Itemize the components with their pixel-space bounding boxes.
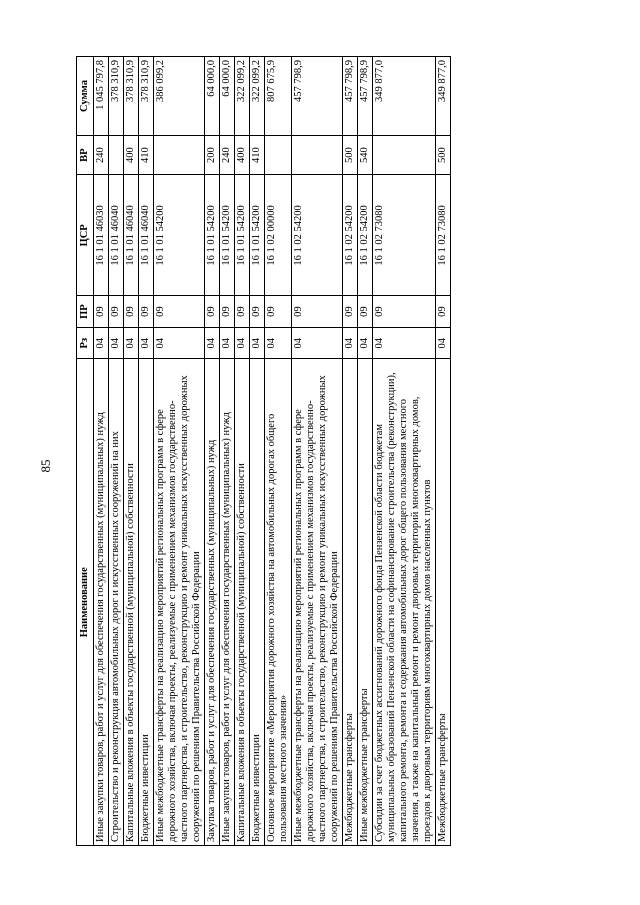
- cell-vr: 410: [250, 135, 265, 174]
- table-row: [292, 57, 343, 846]
- cell-name: Иные межбюджетные трансферты: [358, 359, 373, 846]
- table-row: [373, 57, 436, 846]
- rotated-page: [76, 56, 576, 846]
- table-row: [94, 57, 109, 846]
- cell-pr: 09: [250, 296, 265, 328]
- table-row: [154, 57, 205, 846]
- cell-rz: 04: [250, 327, 265, 359]
- header-sum: Сумма: [77, 57, 94, 136]
- cell-pr: 09: [109, 296, 124, 328]
- table-row: [343, 57, 358, 846]
- cell-pr: 09: [205, 296, 220, 328]
- cell-csr: 16 1 02 54200: [358, 175, 373, 296]
- cell-name: Капитальные вложения в объекты государственной (муниципальной) собственности: [235, 359, 250, 846]
- cell-pr: 09: [436, 296, 451, 328]
- cell-sum: 378 310,9: [109, 57, 124, 136]
- cell-sum: 378 310,9: [139, 57, 154, 136]
- cell-csr: 16 1 02 73080: [436, 175, 451, 296]
- cell-vr: [154, 135, 205, 174]
- table-header-row: [77, 57, 94, 846]
- cell-rz: 04: [154, 327, 205, 359]
- cell-rz: 04: [94, 327, 109, 359]
- cell-rz: 04: [205, 327, 220, 359]
- page-number: 85: [38, 459, 53, 473]
- cell-sum: 349 877,0: [373, 57, 436, 136]
- cell-name: Основное мероприятие «Мероприятия дорожного хозяйства на автомобильных дорогах общего пользования местного значения»: [265, 359, 292, 846]
- cell-rz: 04: [124, 327, 139, 359]
- cell-vr: [373, 135, 436, 174]
- cell-pr: 09: [265, 296, 292, 328]
- cell-name: Субсидии за счет бюджетных ассигнований дорожного фонда Пензенской области бюджетам муниципальных образований Пензенской области на софинансирование строительства (реконструкции), капитального ремонта, ремонта и содержания автомобильных дорог общего пользования местного значения, а также на капитальный ремонт и ремонт дворовых территорий многоквартирных домов, проездов к дворовым территориям многоквартирных домов населенных пунктов: [373, 359, 436, 846]
- cell-csr: 16 1 01 46040: [139, 175, 154, 296]
- cell-sum: 457 798,9: [343, 57, 358, 136]
- cell-csr: 16 1 02 54200: [343, 175, 358, 296]
- cell-vr: 400: [235, 135, 250, 174]
- cell-name: Бюджетные инвестиции: [250, 359, 265, 846]
- cell-pr: 09: [343, 296, 358, 328]
- header-name: Наименование: [77, 359, 94, 846]
- cell-rz: 04: [220, 327, 235, 359]
- cell-vr: 500: [343, 135, 358, 174]
- cell-rz: 04: [265, 327, 292, 359]
- cell-name: Иные межбюджетные трансферты на реализацию мероприятий региональных программ в сфере дорожного хозяйства, включая проекты, реализуемые с применением механизмов государственно-частного партнерства, и строительство, реконструкцию и ремонт уникальных искусственных дорожных сооружений по решениям Правительства Российской Федерации: [292, 359, 343, 846]
- cell-name: Иные межбюджетные трансферты на реализацию мероприятий региональных программ в сфере дорожного хозяйства, включая проекты, реализуемые с применением механизмов государственно-частного партнерства, и строительство, реконструкцию и ремонт уникальных искусственных дорожных сооружений по решениям Правительства Российской Федерации: [154, 359, 205, 846]
- cell-sum: 807 675,9: [265, 57, 292, 136]
- cell-rz: 04: [139, 327, 154, 359]
- cell-csr: 16 1 01 54200: [205, 175, 220, 296]
- cell-name: Бюджетные инвестиции: [139, 359, 154, 846]
- cell-csr: 16 1 01 46040: [124, 175, 139, 296]
- cell-name: Капитальные вложения в объекты государственной (муниципальной) собственности: [124, 359, 139, 846]
- cell-sum: 322 099,2: [235, 57, 250, 136]
- cell-name: Межбюджетные трансферты: [343, 359, 358, 846]
- cell-vr: 240: [94, 135, 109, 174]
- header-vr: ВР: [77, 135, 94, 174]
- cell-pr: 09: [124, 296, 139, 328]
- table-row: [358, 57, 373, 846]
- cell-sum: 64 000,0: [220, 57, 235, 136]
- cell-sum: 1 045 797,8: [94, 57, 109, 136]
- table-row: [265, 57, 292, 846]
- cell-rz: 04: [358, 327, 373, 359]
- table-row: [205, 57, 220, 846]
- budget-table: [76, 56, 451, 846]
- cell-csr: 16 1 01 54200: [154, 175, 205, 296]
- cell-pr: 09: [139, 296, 154, 328]
- cell-sum: 386 099,2: [154, 57, 205, 136]
- cell-csr: 16 1 01 54200: [220, 175, 235, 296]
- cell-pr: 09: [292, 296, 343, 328]
- cell-vr: [292, 135, 343, 174]
- cell-vr: [109, 135, 124, 174]
- cell-csr: 16 1 01 54200: [235, 175, 250, 296]
- cell-pr: 09: [373, 296, 436, 328]
- cell-vr: [265, 135, 292, 174]
- cell-vr: 410: [139, 135, 154, 174]
- cell-csr: 16 1 01 46040: [109, 175, 124, 296]
- table-row: [220, 57, 235, 846]
- table-row: [124, 57, 139, 846]
- cell-sum: 457 798,9: [358, 57, 373, 136]
- cell-rz: 04: [343, 327, 358, 359]
- cell-name: Строительство и реконструкция автомобильных дорог и искусственных сооружений на них: [109, 359, 124, 846]
- cell-rz: 04: [436, 327, 451, 359]
- cell-rz: 04: [109, 327, 124, 359]
- header-rz: Рз: [77, 327, 94, 359]
- table-row: [139, 57, 154, 846]
- cell-pr: 09: [220, 296, 235, 328]
- cell-csr: 16 1 01 46030: [94, 175, 109, 296]
- cell-name: Закупка товаров, работ и услуг для обеспечения государственных (муниципальных) нужд: [205, 359, 220, 846]
- cell-name: Иные закупки товаров, работ и услуг для обеспечения государственных (муниципальных) нужд: [220, 359, 235, 846]
- cell-csr: 16 1 02 00000: [265, 175, 292, 296]
- cell-rz: 04: [292, 327, 343, 359]
- cell-rz: 04: [235, 327, 250, 359]
- cell-sum: 349 877,0: [436, 57, 451, 136]
- cell-rz: 04: [373, 327, 436, 359]
- cell-csr: 16 1 01 54200: [250, 175, 265, 296]
- header-pr: ПР: [77, 296, 94, 328]
- cell-pr: 09: [235, 296, 250, 328]
- cell-name: Межбюджетные трансферты: [436, 359, 451, 846]
- table-row: [250, 57, 265, 846]
- cell-pr: 09: [154, 296, 205, 328]
- cell-vr: 400: [124, 135, 139, 174]
- header-csr: ЦСР: [77, 175, 94, 296]
- cell-sum: 457 798,9: [292, 57, 343, 136]
- cell-pr: 09: [358, 296, 373, 328]
- cell-vr: 200: [205, 135, 220, 174]
- cell-csr: 16 1 02 73080: [373, 175, 436, 296]
- table-row: [109, 57, 124, 846]
- table-row: [235, 57, 250, 846]
- cell-vr: 240: [220, 135, 235, 174]
- cell-pr: 09: [94, 296, 109, 328]
- cell-vr: 540: [358, 135, 373, 174]
- cell-vr: 500: [436, 135, 451, 174]
- cell-sum: 64 000,0: [205, 57, 220, 136]
- cell-name: Иные закупки товаров, работ и услуг для обеспечения государственных (муниципальных) нужд: [94, 359, 109, 846]
- cell-sum: 322 099,2: [250, 57, 265, 136]
- cell-sum: 378 310,9: [124, 57, 139, 136]
- table-row: [436, 57, 451, 846]
- cell-csr: 16 1 02 54200: [292, 175, 343, 296]
